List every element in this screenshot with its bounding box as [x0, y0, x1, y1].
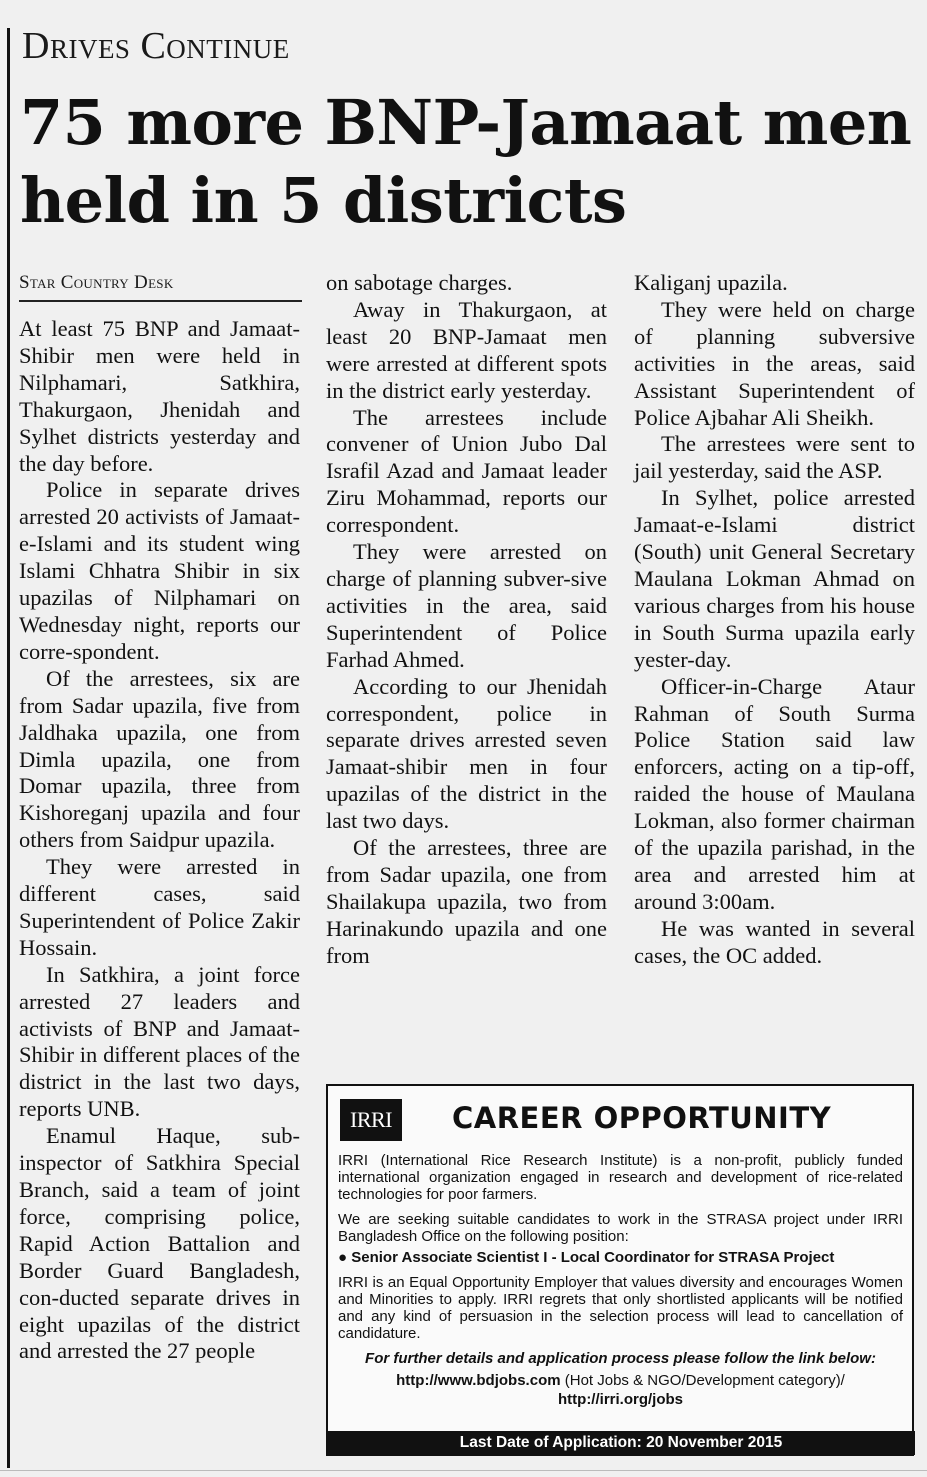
ad-equal-opportunity: IRRI is an Equal Opportunity Employer that values diversity and encourages Women and Minorities to apply. IRRI regrets that only shortlisted applicants will be notified and any kind of persuasion in the selection process will lead to cancellation of candidature. — [338, 1274, 903, 1342]
article-column-3 — [634, 270, 915, 970]
paragraph: Of the arrestees, three are from Sadar upazila, one from Shailakupa upazila, two from Harinakundo upazila and one from — [326, 835, 607, 968]
bottom-rule — [0, 1470, 927, 1471]
ad-intro: IRRI (International Rice Research Institute) is a non-profit, publicly funded international organization engaged in research and development of rice-related technologies for poor farmers. — [338, 1152, 903, 1203]
headline-line-1: 75 more BNP-Jamaat men — [20, 86, 912, 159]
paragraph-continuation: Kaliganj upazila. — [634, 270, 788, 295]
column-rule — [7, 28, 10, 1468]
kicker: Drives Continue — [22, 25, 290, 67]
paragraph-continuation: on sabotage charges. — [326, 270, 513, 295]
paragraph: Police in separate drives arrested 20 activists of Jamaat-e-Islami and its student wing Islami Chhatra Shibir in six upazilas of Nilphamari on Wednesday night, reports our corre-spondent. — [19, 477, 300, 664]
byline: Star Country Desk — [19, 272, 302, 302]
bdjobs-link[interactable]: http://www.bdjobs.com — [396, 1372, 561, 1389]
paragraph: They were held on charge of planning subversive activities in the areas, said Assistant Superintendent of Police Ajbahar Ali Sheikh. — [634, 296, 915, 430]
headline-line-2: held in 5 districts — [20, 164, 627, 237]
paragraph: According to our Jhenidah correspondent, police in separate drives arrested seven Jamaat-shibir men in four upazilas of the district in the last two days. — [326, 673, 607, 834]
ad-body — [338, 1152, 903, 1409]
paragraph: They were arrested on charge of planning subver-sive activities in the area, said Superintendent of Police Farhad Ahmed. — [326, 539, 607, 672]
article-column-2 — [326, 270, 607, 970]
ad-position: ● Senior Associate Scientist I - Local Coordinator for STRASA Project — [338, 1249, 835, 1266]
paragraph: Officer-in-Charge Ataur Rahman of South Surma Police Station said law enforcers, acting on a tip-off, raided the house of Maulana Lokman, also former chairman of the upazila parishad, in the area and arrested him at around 3:00am. — [634, 673, 915, 914]
paragraph: He was wanted in several cases, the OC added. — [634, 915, 915, 968]
paragraph: The arrestees include convener of Union Jubo Dal Israfil Azad and Jamaat leader Ziru Mohammad, reports our correspondent. — [326, 404, 607, 538]
headline — [20, 84, 925, 240]
ad-link-intro: For further details and application process please follow the link below: — [365, 1350, 876, 1367]
irri-logo: IRRI — [340, 1099, 402, 1141]
paragraph: The arrestees were sent to jail yesterday, said the ASP. — [634, 431, 915, 484]
career-opportunity-ad — [326, 1084, 914, 1456]
bdjobs-note: (Hot Jobs & NGO/Development category)/ — [560, 1372, 845, 1389]
paragraph: In Sylhet, police arrested Jamaat-e-Islami district (South) unit General Secretary Maulana Lokman Ahmad on various charges from his house in South Surma upazila early yester-day. — [634, 485, 915, 672]
paragraph: They were arrested in different cases, said Superintendent of Police Zakir Hossain. — [19, 854, 300, 960]
ad-deadline: Last Date of Application: 20 November 2015 — [327, 1431, 915, 1455]
ad-seeking: We are seeking suitable candidates to work in the STRASA project under IRRI Bangladesh Office on the following position: — [338, 1211, 903, 1245]
paragraph: At least 75 BNP and Jamaat-Shibir men were held in Nilphamari, Satkhira, Thakurgaon, Jhenidah and Sylhet districts yesterday and the day before. — [19, 316, 300, 476]
paragraph: Of the arrestees, six are from Sadar upazila, five from Jaldhaka upazila, one from Dimla upazila, one from Domar upazila, three from Kishoreganj upazila and four others from Saidpur upazila. — [19, 665, 300, 853]
paragraph: Away in Thakurgaon, at least 20 BNP-Jamaat men were arrested at different spots in the district early yesterday. — [326, 296, 607, 403]
irri-jobs-link[interactable]: http://irri.org/jobs — [558, 1391, 683, 1408]
article-column-1 — [19, 316, 300, 1365]
ad-links — [338, 1371, 903, 1409]
ad-title: CAREER OPPORTUNITY — [452, 1101, 832, 1135]
paragraph: In Satkhira, a joint force arrested 27 leaders and activists of BNP and Jamaat-Shibir in different places of the district in the last two days, reports UNB. — [19, 961, 300, 1122]
paragraph: Enamul Haque, sub-inspector of Satkhira Special Branch, said a team of joint force, comprising police, Rapid Action Battalion and Border Guard Bangladesh, con-ducted separate drives in eight upazilas of the district and arrested the 27 people — [19, 1123, 300, 1364]
